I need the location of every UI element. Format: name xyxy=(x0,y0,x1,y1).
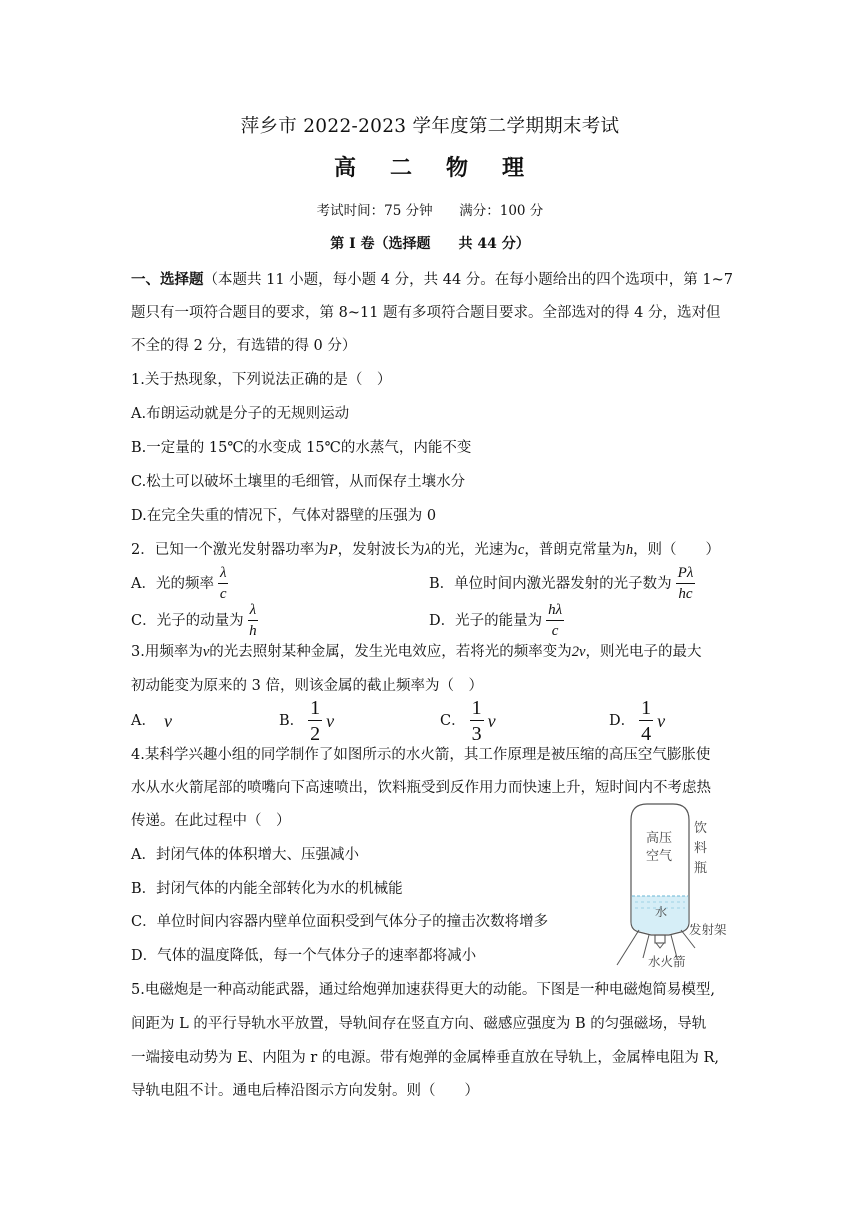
q4-option-b: B．封闭气体的内能全部转化为水的机械能 xyxy=(131,881,403,897)
q2-var-h: h xyxy=(625,542,634,558)
q3-option-b-fraction xyxy=(308,698,322,744)
q2-stem-part: 的光，光速为 xyxy=(430,542,518,558)
subject-char: 高 xyxy=(333,155,358,181)
q3-stem-part: 3.用频率为 xyxy=(131,644,203,660)
nozzle xyxy=(655,935,665,943)
time-info: 考试时间：75 分钟 xyxy=(316,203,433,219)
q1-option-a: A.布朗运动就是分子的无规则运动 xyxy=(131,406,350,422)
q5-stem-line: 间距为 L 的平行导轨水平放置，导轨间存在竖直方向、磁感应强度为 B 的匀强磁场，导轨 xyxy=(131,1016,707,1032)
q3-stem-part: 的光去照射某种金属，发生光电效应，若将光的频率变为 xyxy=(209,644,572,660)
q3-stem-part: ，则光电子的最大 xyxy=(585,644,702,660)
fraction-denominator: 3 xyxy=(471,723,482,745)
q5-stem-line: 导轨电阻不计。通电后棒沿图示方向发射。则（ ） xyxy=(131,1083,479,1099)
q3-stem-line2: 初动能变为原来的 3 倍，则该金属的截止频率为（ ） xyxy=(131,678,483,694)
q3-nu-symbol: ν xyxy=(487,711,496,731)
subject-title xyxy=(0,155,860,181)
q1-option-c: C.松土可以破坏土壤里的毛细管，从而保存土壤水分 xyxy=(131,474,466,490)
fraction-numerator: 1 xyxy=(471,697,482,719)
q4-stem-line: 传递。在此过程中（ ） xyxy=(131,813,291,829)
q3-stem-line1 xyxy=(131,642,701,662)
fraction-denominator: 4 xyxy=(641,723,652,745)
q2-option-a-fraction xyxy=(218,566,229,602)
fraction-numerator: Pλ xyxy=(676,566,696,584)
q2-option-b xyxy=(429,566,699,602)
q1-stem: 1.关于热现象，下列说法正确的是（ ） xyxy=(131,372,392,388)
q2-stem-part: ，发射波长为 xyxy=(337,542,425,558)
fraction-denominator: 2 xyxy=(310,723,321,745)
label-bottle: 饮 xyxy=(694,821,708,836)
exam-info xyxy=(0,201,860,221)
q2-option-d-fraction xyxy=(546,603,564,639)
instructions-line xyxy=(131,270,733,290)
score-info: 满分：100 分 xyxy=(459,203,544,219)
q2-option-c-label: C．光子的动量为 xyxy=(131,613,244,629)
q3-option-d-label: D． xyxy=(609,713,636,729)
q3-option-c-fraction xyxy=(470,698,484,744)
q3-option-a-value: ν xyxy=(163,711,172,731)
fraction-numerator: λ xyxy=(248,603,259,621)
q5-stem-line: 一端接电动势为 E、内阻为 r 的电源。带有炮弹的金属棒垂直放在导轨上，金属棒电阻为 R, xyxy=(131,1050,719,1066)
q1-option-d: D.在完全失重的情况下，气体对器壁的压强为 0 xyxy=(131,508,437,524)
q2-var-lambda: λ xyxy=(424,542,431,558)
q2-option-d-label: D．光子的能量为 xyxy=(429,613,543,629)
q3-nu-symbol: ν xyxy=(326,711,335,731)
fraction-numerator: hλ xyxy=(546,603,564,621)
q3-var-nu: ν xyxy=(202,644,210,660)
q4-stem-line: 水从水火箭尾部的喷嘴向下高速喷出，饮料瓶受到反作用力而快速上升，短时间内不考虑热 xyxy=(131,780,711,796)
q3-option-d xyxy=(609,697,666,745)
exam-title: 萍乡市 2022-2023 学年度第二学期期末考试 xyxy=(240,116,620,137)
q4-option-d: D．气体的温度降低，每一个气体分子的速率都将减小 xyxy=(131,948,477,964)
instructions-text: （本题共 11 小题，每小题 4 分，共 44 分。在每小题给出的四个选项中，第 1~7 xyxy=(203,272,733,288)
fraction-denominator: c xyxy=(219,586,227,602)
q4-option-c: C．单位时间内容器内壁单位面积受到气体分子的撞击次数将增多 xyxy=(131,914,549,930)
q2-var-c: c xyxy=(517,542,525,558)
q2-option-b-label: B．单位时间内激光器发射的光子数为 xyxy=(429,576,672,592)
fraction-denominator: h xyxy=(249,623,257,639)
label-rack: 发射架 xyxy=(689,922,727,937)
instructions-line: 不全的得 2 分，有选错的得 0 分） xyxy=(131,338,357,354)
q2-stem-part: 2．已知一个激光发射器功率为 xyxy=(131,542,329,558)
q2-stem-part: ，普朗克常量为 xyxy=(524,542,626,558)
instructions-line: 题只有一项符合题目的要求，第 8~11 题有多项符合题目要求。全部选对的得 4 分，选对但 xyxy=(131,305,721,321)
label-bottle: 瓶 xyxy=(694,861,708,876)
q3-option-d-fraction xyxy=(639,698,653,744)
q2-var-p: P xyxy=(328,542,338,558)
label-bottle: 料 xyxy=(694,841,708,856)
q5-stem-line: 5.电磁炮是一种高动能武器，通过给炮弹加速获得更大的动能。下图是一种电磁炮简易模型, xyxy=(131,982,715,998)
label-rocket: 水火箭 xyxy=(648,954,686,969)
subject-char: 二 xyxy=(389,155,414,181)
q3-option-c-label: C． xyxy=(440,713,466,729)
q2-option-a-label: A．光的频率 xyxy=(131,576,214,592)
label-air-2: 空气 xyxy=(646,849,673,864)
q2-option-c-fraction xyxy=(248,603,259,639)
q2-option-c xyxy=(131,603,262,639)
fraction-denominator: hc xyxy=(678,586,693,602)
q2-option-b-fraction xyxy=(676,566,696,602)
q3-option-a xyxy=(131,700,172,742)
q2-option-d xyxy=(429,603,568,639)
rack-leg xyxy=(617,930,639,965)
subject-char: 物 xyxy=(446,155,471,181)
q2-option-a xyxy=(131,566,232,602)
q3-nu-symbol: ν xyxy=(657,711,666,731)
section-label: 一、选择题 xyxy=(131,271,204,288)
fraction-numerator: 1 xyxy=(310,697,321,719)
q3-option-a-label: A． xyxy=(131,713,156,729)
q2-stem-part: ，则（ ） xyxy=(633,542,721,558)
fraction-numerator: λ xyxy=(218,566,229,584)
nozzle-tip xyxy=(656,943,664,948)
q4-option-a: A．封闭气体的体积增大、压强减小 xyxy=(131,847,359,863)
q3-option-b xyxy=(279,697,335,745)
q3-var-2nu: 2ν xyxy=(571,644,586,660)
q2-stem xyxy=(131,540,720,560)
section-title: 第 I 卷（选择题 共 44 分） xyxy=(330,236,530,252)
q3-option-b-label: B． xyxy=(279,713,305,729)
water-rocket-figure xyxy=(603,780,738,980)
label-water: 水 xyxy=(655,905,668,919)
subject-char: 理 xyxy=(502,155,527,181)
q1-option-b: B.一定量的 15℃的水变成 15℃的水蒸气，内能不变 xyxy=(131,440,472,456)
fraction-denominator: c xyxy=(551,623,559,639)
q4-stem-line: 4.某科学兴趣小组的同学制作了如图所示的水火箭，其工作原理是被压缩的高压空气膨胀使 xyxy=(131,747,711,763)
q3-option-c xyxy=(440,697,496,745)
label-air-1: 高压 xyxy=(646,831,673,846)
fraction-numerator: 1 xyxy=(641,697,652,719)
